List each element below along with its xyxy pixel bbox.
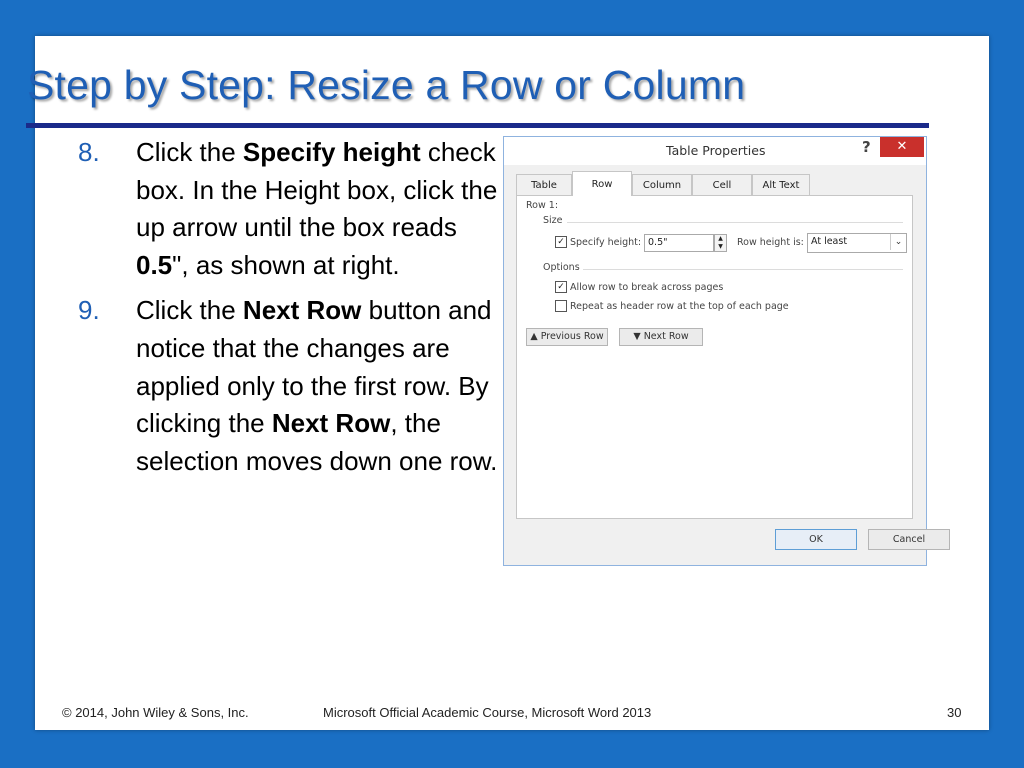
title-divider [26, 123, 929, 128]
step-number: 8. [78, 137, 100, 167]
step-item-8 [78, 134, 528, 284]
repeat-header-label: Repeat as header row at the top of each page [570, 301, 789, 312]
specify-height-checkbox[interactable]: ✓ [555, 236, 567, 248]
arrow-up-icon: ▲ [530, 331, 541, 342]
previous-row-button[interactable] [526, 328, 608, 346]
allow-break-checkbox[interactable]: ✓ [555, 281, 567, 293]
previous-row-label: Previous Row [540, 331, 604, 342]
height-input[interactable]: 0.5" [644, 234, 714, 252]
up-arrow-icon[interactable]: ▲ [718, 235, 723, 242]
chevron-down-icon[interactable]: ⌄ [890, 234, 906, 250]
slide-title: Step by Step: Resize a Row or Column [27, 62, 746, 108]
next-row-button[interactable] [619, 328, 703, 346]
tab-row[interactable]: Row [572, 171, 632, 196]
tab-alt-text[interactable]: Alt Text [752, 174, 810, 195]
footer-copyright: © 2014, John Wiley & Sons, Inc. [62, 705, 249, 720]
tab-cell[interactable]: Cell [692, 174, 752, 195]
row-height-is-value: At least [811, 236, 848, 247]
help-icon[interactable]: ? [862, 138, 871, 156]
footer-course: Microsoft Official Academic Course, Microsoft Word 2013 [323, 705, 652, 720]
row-label: Row 1: [526, 200, 559, 211]
step-text: Click the Specify height check box. In the Height box, click the up arrow until the box reads 0.5", as shown at right. [136, 137, 498, 280]
size-group-label: Size [543, 215, 563, 226]
table-properties-dialog [503, 136, 927, 566]
row-tab-panel [516, 195, 913, 519]
options-group-divider [583, 269, 903, 270]
step-item-9 [78, 292, 528, 480]
tab-table[interactable]: Table [516, 174, 572, 195]
row-height-is-dropdown[interactable] [807, 233, 907, 253]
step-list [78, 134, 528, 488]
arrow-down-icon: ▼ [633, 331, 644, 342]
step-number: 9. [78, 295, 100, 326]
down-arrow-icon[interactable]: ▼ [718, 243, 723, 250]
allow-break-label: Allow row to break across pages [570, 282, 724, 293]
close-button[interactable]: ✕ [880, 137, 924, 157]
ok-button[interactable]: OK [775, 529, 857, 550]
options-group-label: Options [543, 262, 580, 273]
dialog-titlebar [504, 137, 926, 165]
repeat-header-checkbox[interactable] [555, 300, 567, 312]
tab-column[interactable]: Column [632, 174, 692, 195]
height-spinner[interactable] [714, 234, 727, 252]
row-height-is-label: Row height is: [737, 237, 804, 248]
dialog-title: Table Properties [666, 143, 766, 158]
next-row-label: Next Row [643, 331, 689, 342]
step-text: Click the Next Row button and notice that the changes are applied only to the first row. By clicking the Next Row, the selection moves down one row. [136, 295, 498, 476]
footer-page-number: 30 [947, 705, 962, 720]
size-group-divider [567, 222, 903, 223]
cancel-button[interactable]: Cancel [868, 529, 950, 550]
specify-height-label: Specify height: [570, 237, 642, 248]
